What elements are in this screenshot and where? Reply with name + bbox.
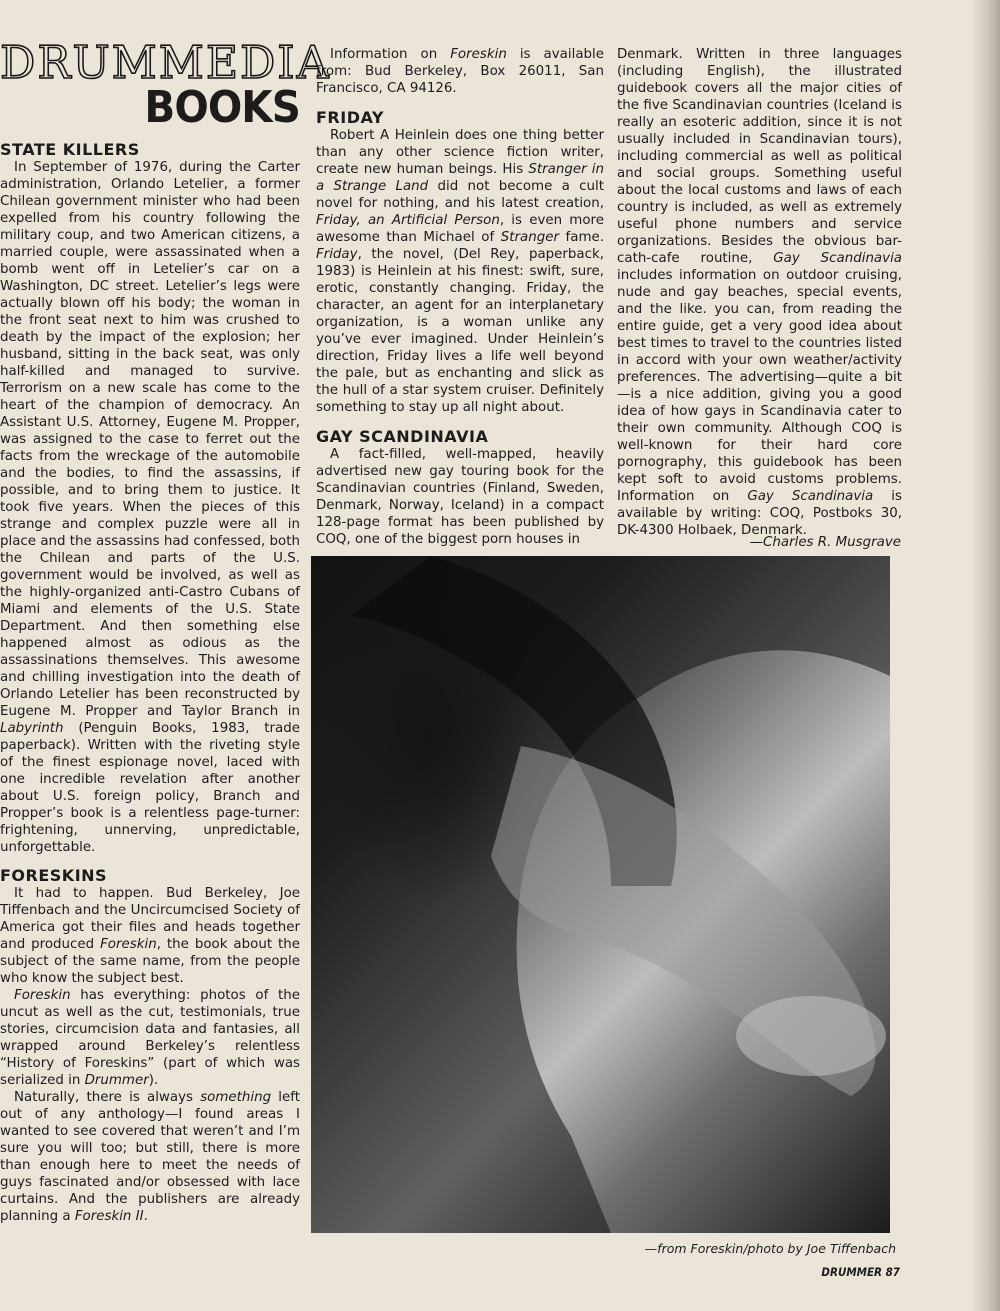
foreskins-para-3: Naturally, there is always something left out of any anthology—I found areas I wanted to see covered that weren’t and I’m sure you will too; but still, there is more than enough here to meet the needs of guys fascinated and/or obsessed with lace curtains. And the publishers are already planning a Foreskin II. [0, 1090, 300, 1224]
photo-caption: —from Foreskin/photo by Joe Tiffenbach [644, 1241, 896, 1256]
page-edge-shadow [970, 0, 1000, 1311]
masthead [0, 36, 331, 133]
photo-illustration [311, 556, 890, 1233]
page-folio: DRUMMER 87 [821, 1265, 900, 1279]
heading-gay-scandinavia: GAY SCANDINAVIA [316, 427, 489, 446]
masthead-brand: DRUMMEDIA [0, 36, 331, 89]
heading-foreskins: FORESKINS [0, 866, 108, 885]
gay-scandinavia-body-cont: Denmark. Written in three languages (including English), the illustrated guidebook covers all the major cities of the five Scandinavian countries (Iceland is really an esoteric addition, since it is not usually included in Scandinavian tours), including commercial as well as political and social groups. Something useful about the local customs and laws of each country is included, as well as extremely useful phone numbers and service organizations. Besides the obvious bar-cath-cafe routine, Gay Scandinavia includes information on outdoor cruising, nude and gay beaches, special events, and the like. you can, from reading the entire guide, get a very good idea about best times to travel to the countries listed in accord with your own weather/activity preferences. The advertising—quite a bit—is a nice addition, giving you a good idea of how gays in Scandinavia cater to their own community. Although COQ is well-known for their hard core pornography, this guidebook has been kept soft to avoid customs problems. Information on Gay Scandinavia is available by writing: COQ, Postboks 30, DK-4300 Holbaek, Denmark. [617, 47, 902, 538]
column-2 [316, 46, 604, 548]
column-1 [0, 141, 300, 1225]
column-3 [617, 46, 902, 539]
heading-friday: FRIDAY [316, 108, 384, 127]
book-title: Labyrinth [0, 721, 64, 736]
state-killers-body: In September of 1976, during the Carter administration, Orlando Letelier, a former Chilean government minister who had been expelled from his country following the military coup, and two American citizens, a married couple, were assassinated when a bomb went off in Letelier’s car on a Washington, DC street. Letelier’s legs were actually blown off his body; the woman in the front seat next to him was crushed to death by the impact of the explosion; her husband, sitting in the back seat, was only half-killed and managed to survive. Terrorism on a new scale has come to the heart of the champion of democracy. An Assistant U.S. Attorney, Eugene M. Propper, was assigned to the case to ferret out the facts from the wreckage of the automobile and the bodies, to find the assassins, if possible, and to bring them to justice. It took five years. When the pieces of this strange and complex puzzle were all in place and the assassins had confessed, both the Chilean and parts of the U.S. government would be involved, as well as the highly-organized anti-Castro Cubans of Miami and elements of the U.S. State Department. And then something else happened almost as odious as the assassinations themselves. This awesome and chilling investigation into the death of Orlando Letelier has been reconstructed by Eugene M. Propper and Taylor Branch in Labyrinth (Penguin Books, 1983, trade paperback). Written with the riveting style of the finest espionage novel, laced with one incredible revelation after another about U.S. foreign policy, Branch and Propper’s book is a relentless page-turner: frightening, unnerving, unpredictable, unforgettable. [0, 160, 300, 855]
article-photo [311, 556, 890, 1233]
section-title: BOOKS [144, 82, 300, 133]
foreskins-info: Information on Foreskin is available from: Bud Berkeley, Box 26011, San Francisco, CA 94126. [316, 47, 604, 96]
friday-body: Robert A Heinlein does one thing better than any other science fiction writer, create new human beings. His Stranger in a Strange Land did not become a cult novel for nothing, and his latest creation, Friday, an Artificial Person, is even more awesome than Michael of Stranger fame. Friday, the novel, (Del Rey, paperback, 1983) is Heinlein at his finest: swift, sure, erotic, constantly changing. Friday, the character, an agent for an interplanetary organization, is a woman unlike any you’ve ever imagined. Under Heinlein’s direction, Friday lives a life well beyond the pale, but as enchanting and slick as the hull of a star system cruiser. Definitely something to stay up all night about. [316, 128, 604, 415]
foreskins-para-2: Foreskin has everything: photos of the uncut as well as the cut, testimonials, true stories, circumcision data and fantasies, all wrapped around Berkeley’s relentless “History of Foreskins” (part of which was serialized in Drummer). [0, 988, 300, 1088]
foreskins-para-1: It had to happen. Bud Berkeley, Joe Tiffenbach and the Uncircumcised Society of America got their files and heads together and produced Foreskin, the book about the subject of the same name, from the people who know the subject best. [0, 886, 300, 986]
gay-scandinavia-body-start: A fact-filled, well-mapped, heavily advertised new gay touring book for the Scandinavian countries (Finland, Sweden, Denmark, Norway, Iceland) in a compact 128-page format has been published by COQ, one of the biggest porn houses in [316, 447, 604, 547]
author-signoff: —Charles R. Musgrave [749, 535, 901, 550]
heading-state-killers: STATE KILLERS [0, 140, 140, 159]
